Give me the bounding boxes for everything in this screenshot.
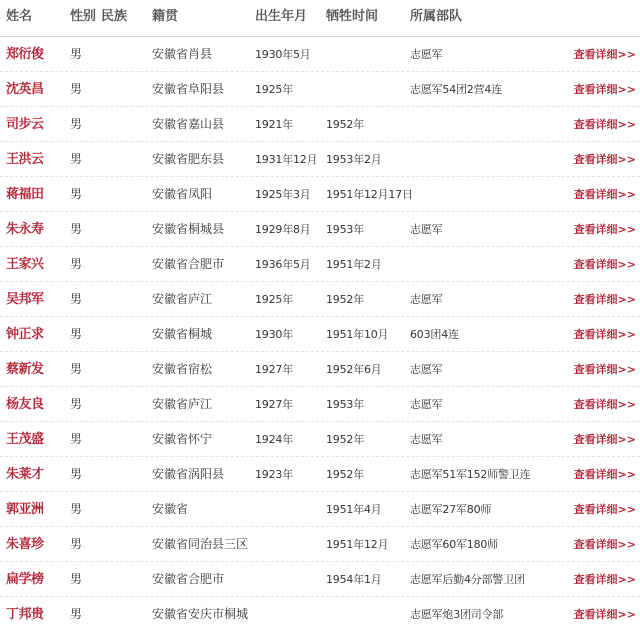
death-date-cell: 1951年2月 <box>326 258 382 271</box>
view-details-link[interactable]: 查看详细>> <box>573 328 636 341</box>
birth-date-cell: 1925年 <box>255 293 293 306</box>
martyr-name[interactable]: 蔡新发 <box>6 362 44 377</box>
view-details-link[interactable]: 查看详细>> <box>573 188 636 201</box>
unit-cell: 志愿军27军80师 <box>410 503 492 516</box>
table-row <box>0 282 640 317</box>
origin-cell: 安徽省涡阳县 <box>152 467 225 481</box>
origin-cell: 安徽省怀宁 <box>152 432 213 446</box>
table-row <box>0 107 640 142</box>
origin-cell: 安徽省合肥市 <box>152 572 225 586</box>
martyr-name[interactable]: 丁邦贵 <box>6 607 44 622</box>
unit-cell: 志愿军 <box>410 363 443 376</box>
gender-cell: 男 <box>70 187 83 201</box>
birth-date-cell: 1936年5月 <box>255 258 311 271</box>
table-row <box>0 37 640 72</box>
martyr-name[interactable]: 杨友良 <box>6 397 44 412</box>
unit-cell: 志愿军 <box>410 293 443 306</box>
unit-cell: 志愿军 <box>410 398 443 411</box>
martyr-name[interactable]: 钟正求 <box>6 327 44 342</box>
view-details-link[interactable]: 查看详细>> <box>573 118 636 131</box>
death-date-cell: 1952年 <box>326 468 364 481</box>
table-row <box>0 142 640 177</box>
table-row <box>0 212 640 247</box>
gender-cell: 男 <box>70 117 83 131</box>
death-date-cell: 1953年 <box>326 223 364 236</box>
view-details-link[interactable]: 查看详细>> <box>573 258 636 271</box>
martyr-name[interactable]: 沈英昌 <box>6 82 44 97</box>
martyr-name[interactable]: 郑衍俊 <box>6 47 44 62</box>
birth-date-cell: 1925年 <box>255 83 293 96</box>
death-date-cell: 1951年12月17日 <box>326 188 413 201</box>
unit-cell: 志愿军炮3团司令部 <box>410 608 504 621</box>
death-date-cell: 1953年2月 <box>326 153 382 166</box>
martyr-name[interactable]: 扁学榜 <box>6 572 44 587</box>
origin-cell: 安徽省合肥市 <box>152 257 225 271</box>
column-header-gender: 性别 <box>70 9 97 24</box>
death-date-cell: 1951年12月 <box>326 538 389 551</box>
gender-cell: 男 <box>70 47 83 61</box>
martyr-name[interactable]: 王茂盛 <box>6 432 44 447</box>
origin-cell: 安徽省庐江 <box>152 292 213 306</box>
gender-cell: 男 <box>70 432 83 446</box>
view-details-link[interactable]: 查看详细>> <box>573 608 636 621</box>
martyr-name[interactable]: 朱永寿 <box>6 222 44 237</box>
origin-cell: 安徽省庐江 <box>152 397 213 411</box>
origin-cell: 安徽省桐城县 <box>152 222 225 236</box>
view-details-link[interactable]: 查看详细>> <box>573 433 636 446</box>
birth-date-cell: 1929年8月 <box>255 223 311 236</box>
view-details-link[interactable]: 查看详细>> <box>573 573 636 586</box>
death-date-cell: 1953年 <box>326 398 364 411</box>
view-details-link[interactable]: 查看详细>> <box>573 83 636 96</box>
gender-cell: 男 <box>70 362 83 376</box>
unit-cell: 志愿军后勤4分部警卫团 <box>410 573 525 586</box>
martyr-name[interactable]: 朱莱才 <box>6 467 44 482</box>
unit-cell: 志愿军54团2营4连 <box>410 83 502 96</box>
table-row <box>0 247 640 282</box>
gender-cell: 男 <box>70 467 83 481</box>
death-date-cell: 1951年10月 <box>326 328 389 341</box>
origin-cell: 安徽省肥东县 <box>152 152 225 166</box>
gender-cell: 男 <box>70 327 83 341</box>
table-body <box>0 37 640 631</box>
table-row <box>0 492 640 527</box>
birth-date-cell: 1924年 <box>255 433 293 446</box>
view-details-link[interactable]: 查看详细>> <box>573 48 636 61</box>
table-row <box>0 352 640 387</box>
origin-cell: 安徽省嘉山县 <box>152 117 225 131</box>
origin-cell: 安徽省肖县 <box>152 47 213 61</box>
table-row <box>0 317 640 352</box>
column-header-birth: 出生年月 <box>255 9 308 24</box>
table-row <box>0 597 640 631</box>
view-details-link[interactable]: 查看详细>> <box>573 293 636 306</box>
table-row <box>0 177 640 212</box>
unit-cell: 志愿军 <box>410 223 443 236</box>
birth-date-cell: 1930年 <box>255 328 293 341</box>
unit-cell: 603团4连 <box>410 328 459 341</box>
martyr-name[interactable]: 吴邦军 <box>6 292 44 307</box>
death-date-cell: 1952年6月 <box>326 363 382 376</box>
birth-date-cell: 1923年 <box>255 468 293 481</box>
death-date-cell: 1952年 <box>326 433 364 446</box>
unit-cell: 志愿军51军152师警卫连 <box>410 468 531 481</box>
column-header-name: 姓名 <box>6 9 33 24</box>
martyr-name[interactable]: 蒋福田 <box>6 187 44 202</box>
gender-cell: 男 <box>70 607 83 621</box>
gender-cell: 男 <box>70 572 83 586</box>
table-row <box>0 387 640 422</box>
birth-date-cell: 1931年12月 <box>255 153 318 166</box>
death-date-cell: 1952年 <box>326 118 364 131</box>
martyr-name[interactable]: 王洪云 <box>6 152 44 167</box>
column-header-death: 牺牲时间 <box>326 9 379 24</box>
gender-cell: 男 <box>70 502 83 516</box>
gender-cell: 男 <box>70 82 83 96</box>
table-row <box>0 72 640 107</box>
gender-cell: 男 <box>70 397 83 411</box>
unit-cell: 志愿军60军180师 <box>410 538 498 551</box>
unit-cell: 志愿军 <box>410 433 443 446</box>
view-details-link[interactable]: 查看详细>> <box>573 398 636 411</box>
birth-date-cell: 1927年 <box>255 398 293 411</box>
unit-cell: 志愿军 <box>410 48 443 61</box>
birth-date-cell: 1925年3月 <box>255 188 311 201</box>
martyr-name[interactable]: 朱喜珍 <box>6 537 44 552</box>
view-details-link[interactable]: 查看详细>> <box>573 363 636 376</box>
table-row <box>0 457 640 492</box>
death-date-cell: 1954年1月 <box>326 573 382 586</box>
view-details-link[interactable]: 查看详细>> <box>573 223 636 236</box>
birth-date-cell: 1927年 <box>255 363 293 376</box>
view-details-link[interactable]: 查看详细>> <box>573 153 636 166</box>
death-date-cell: 1951年4月 <box>326 503 382 516</box>
birth-date-cell: 1930年5月 <box>255 48 311 61</box>
column-header-ethnicity: 民族 <box>101 9 128 24</box>
gender-cell: 男 <box>70 292 83 306</box>
gender-cell: 男 <box>70 152 83 166</box>
origin-cell: 安徽省阜阳县 <box>152 82 225 96</box>
view-details-link[interactable]: 查看详细>> <box>573 468 636 481</box>
origin-cell: 安徽省桐城 <box>152 327 213 341</box>
column-header-origin: 籍贯 <box>152 9 179 24</box>
martyr-name[interactable]: 郭亚洲 <box>6 502 44 517</box>
birth-date-cell: 1921年 <box>255 118 293 131</box>
table-row <box>0 562 640 597</box>
martyr-name[interactable]: 司步云 <box>6 117 44 132</box>
origin-cell: 安徽省凤阳 <box>152 187 213 201</box>
origin-cell: 安徽省安庆市桐城 <box>152 607 249 621</box>
view-details-link[interactable]: 查看详细>> <box>573 503 636 516</box>
death-date-cell: 1952年 <box>326 293 364 306</box>
origin-cell: 安徽省宿松 <box>152 362 213 376</box>
column-header-unit: 所属部队 <box>410 9 463 24</box>
origin-cell: 安徽省 <box>152 502 189 516</box>
table-row <box>0 422 640 457</box>
table-header <box>0 0 640 37</box>
origin-cell: 安徽省同治县三区 <box>152 537 249 551</box>
table-row <box>0 527 640 562</box>
view-details-link[interactable]: 查看详细>> <box>573 538 636 551</box>
martyr-name[interactable]: 王家兴 <box>6 257 44 272</box>
gender-cell: 男 <box>70 537 83 551</box>
gender-cell: 男 <box>70 222 83 236</box>
gender-cell: 男 <box>70 257 83 271</box>
